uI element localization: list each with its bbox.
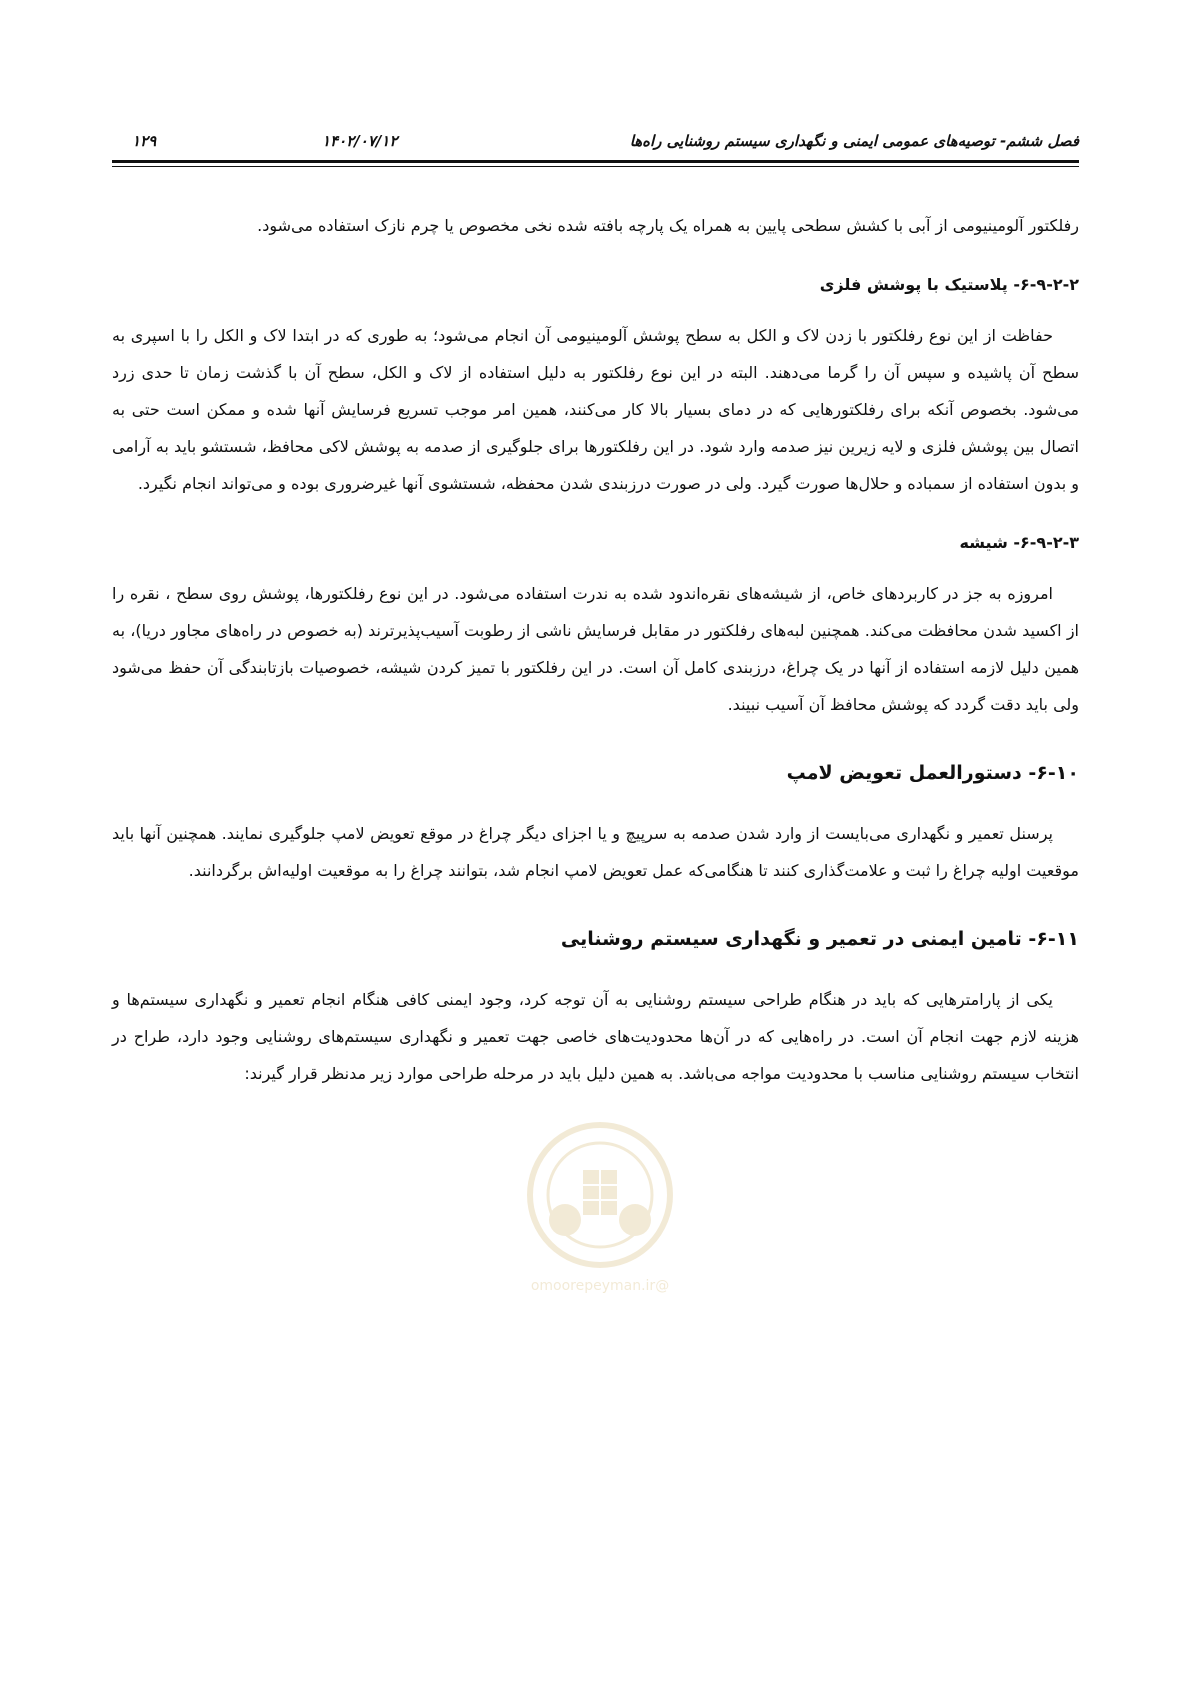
section-plastic-heading: ۶-۹-۲-۲- پلاستیک با پوشش فلزی [819,275,1079,294]
header-date: ۱۴۰۲/۰۷/۱۲ [322,132,398,150]
section-lamp-paragraph: پرسنل تعمیر و نگهداری می‌بایست از وارد شدن صدمه به سرپیچ و یا اجزای دیگر چراغ در موقع تعویض لامپ جلوگیری نمایند. همچنین آنها باید موقعیت اولیه چراغ را ثبت و علامت‌گذاری کنند تا هنگامی‌که عمل تعویض لامپ انجام شد، بتوانند چراغ را به موقعیت اولیه‌اش برگردانند. [112,824,1079,880]
header-rule [112,160,1079,163]
section-safety-heading: ۶-۱۱- تامین ایمنی در تعمیر و نگهداری سیستم روشنایی [560,928,1079,950]
section-glass-heading: ۶-۹-۲-۳- شیشه [959,533,1079,552]
intro-paragraph: رفلکتور آلومینیومی از آبی با کشش سطحی پایین به همراه یک پارچه بافته شده نخی مخصوص یا چرم نازک استفاده می‌شود. [257,216,1079,235]
section-glass-paragraph: امروزه به جز در کاربردهای خاص، از شیشه‌های نقره‌اندود شده به ندرت استفاده می‌شود. در این نوع رفلکتورها، پوشش روی سطح ، نقره را از اکسید شدن محافظت می‌کند. همچنین لبه‌های رفلکتور در مقابل فرسایش ناشی از رطوبت آسیب‌پذیرترند (به خصوص در راه‌های مجاور دریا)، به همین دلیل لازمه استفاده از آنها در یک چراغ، درزبندی کامل آن است. در این رفلکتور با تمیز کردن شیشه، خصوصیات بازتابندگی آن حفظ می‌شود ولی باید دقت گردد که پوشش محافظ آن آسیب نبیند. [112,584,1079,714]
page-body [112,207,1079,1092]
section-plastic-paragraph: حفاظت از این نوع رفلکتور با زدن لاک و الکل به سطح پوشش آلومینیومی آن انجام می‌شود؛ به طوری که در ابتدا لاک و الکل را با اسپری به سطح آن پاشیده و سپس آن را گرما می‌دهند. البته در این نوع رفلکتور به دلیل استفاده از لاک و الکل، سطح آن با گذشت زمان تا حدی زرد می‌شود. بخصوص آنکه برای رفلکتورهایی که در دمای بسیار بالا کار می‌کنند، همین امر موجب تسریع فرسایش آنها شده و ممکن است حتی به اتصال بین پوشش فلزی و لایه زیرین نیز صدمه وارد شود. در این رفلکتورها برای جلوگیری از صدمه به پوشش لاکی محافظ، شستشو باید به آرامی و بدون استفاده از سمباده و حلال‌ها صورت گیرد. ولی در صورت درزبندی شدن محفظه، شستشوی آنها غیرضروری بوده و می‌تواند انجام نگیرد. [112,326,1079,493]
header-page-number: ۱۲۹ [132,132,157,150]
header-rule-thin [112,166,1079,167]
section-lamp-heading: ۶-۱۰- دستورالعمل تعویض لامپ [786,762,1079,784]
section-safety-paragraph: یکی از پارامترهایی که باید در هنگام طراحی سیستم روشنایی به آن توجه کرد، وجود ایمنی کافی هنگام انجام تعمیر و نگهداری سیستم‌ها و هزینه لازم جهت انجام آن است. در راه‌هایی که در آن‌ها محدودیت‌های خاصی جهت تعمیر و نگهداری سیستم‌های روشنایی وجود دارد، طراح در انتخاب سیستم روشنایی مناسب با محدودیت مواجه می‌باشد. به همین دلیل باید در مرحله طراحی موارد زیر مدنظر قرار گیرند: [112,990,1079,1083]
header-chapter-title: فصل ششم- توصیه‌های عمومی ایمنی و نگهداری سیستم روشنایی راه‌ها [629,132,1079,150]
watermark-text: @omoorepeyman.ir [530,1278,670,1294]
watermark-logo [485,1110,715,1310]
